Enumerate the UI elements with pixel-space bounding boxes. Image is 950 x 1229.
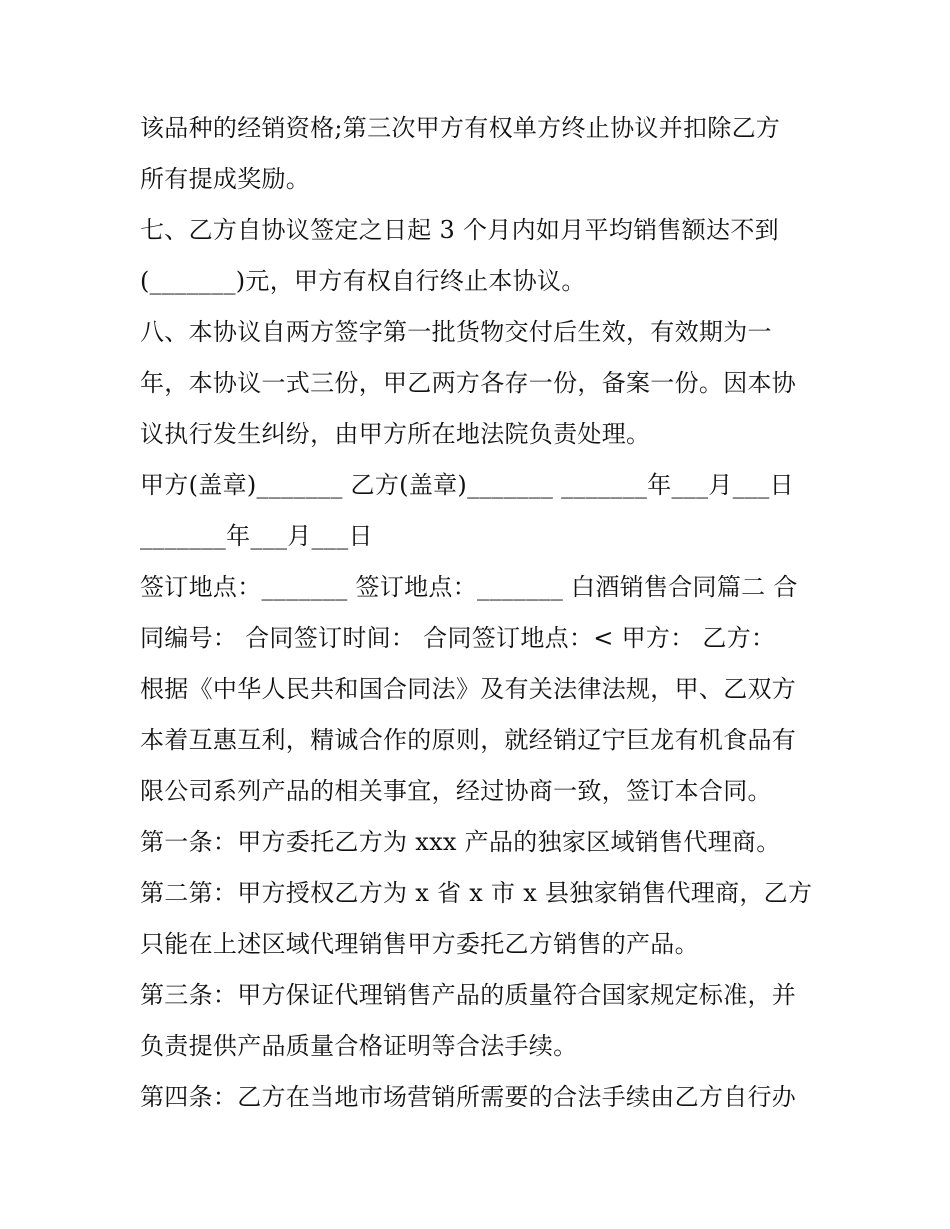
signature-line: 甲方(盖章)_______ 乙方(盖章)_______ _______年___月___日 xyxy=(140,471,794,499)
text-line: 年，本协议一式三份，甲乙两方各存一份，备案一份。因本协 xyxy=(140,369,797,397)
text-line: 第一条：甲方委托乙方为 xxx 产品的独家区域销售代理商。 xyxy=(140,828,781,856)
text-line: 本着互惠互利，精诚合作的原则，就经销辽宁巨龙有机食品有 xyxy=(140,726,797,754)
text-line: 根据《中华人民共和国合同法》及有关法律法规，甲、乙双方 xyxy=(140,675,797,703)
text-line: (_______)元，甲方有权自行终止本协议。 xyxy=(140,267,586,295)
text-line: 限公司系列产品的相关事宜，经过协商一致，签订本合同。 xyxy=(140,777,772,805)
text-line: 第三条：甲方保证代理销售产品的质量符合国家规定标准，并 xyxy=(140,981,797,1009)
text-line: 七、乙方自协议签定之日起 3 个月内如月平均销售额达不到 xyxy=(140,216,779,244)
text-line: 第四条：乙方在当地市场营销所需要的合法手续由乙方自行办 xyxy=(140,1083,797,1111)
text-line: 负责提供产品质量合格证明等合法手续。 xyxy=(140,1032,578,1060)
text-line: 第二第：甲方授权乙方为 x 省 x 市 x 县独家销售代理商，乙方 xyxy=(140,879,813,907)
text-line: 签订地点：_______ 签订地点：_______ 白酒销售合同篇二 合 xyxy=(140,573,798,601)
date-line: _______年___月___日 xyxy=(140,522,373,550)
text-line: 同编号： 合同签订时间： 合同签订地点：< 甲方： 乙方： xyxy=(140,624,776,652)
text-line: 八、本协议自两方签字第一批货物交付后生效，有效期为一 xyxy=(140,318,772,346)
text-line: 该品种的经销资格;第三次甲方有权单方终止协议并扣除乙方 xyxy=(140,114,781,142)
text-line: 所有提成奖励。 xyxy=(140,165,311,193)
text-line: 议执行发生纠纷，由甲方所在地法院负责处理。 xyxy=(140,420,651,448)
text-line: 只能在上述区域代理销售甲方委托乙方销售的产品。 xyxy=(140,930,699,958)
